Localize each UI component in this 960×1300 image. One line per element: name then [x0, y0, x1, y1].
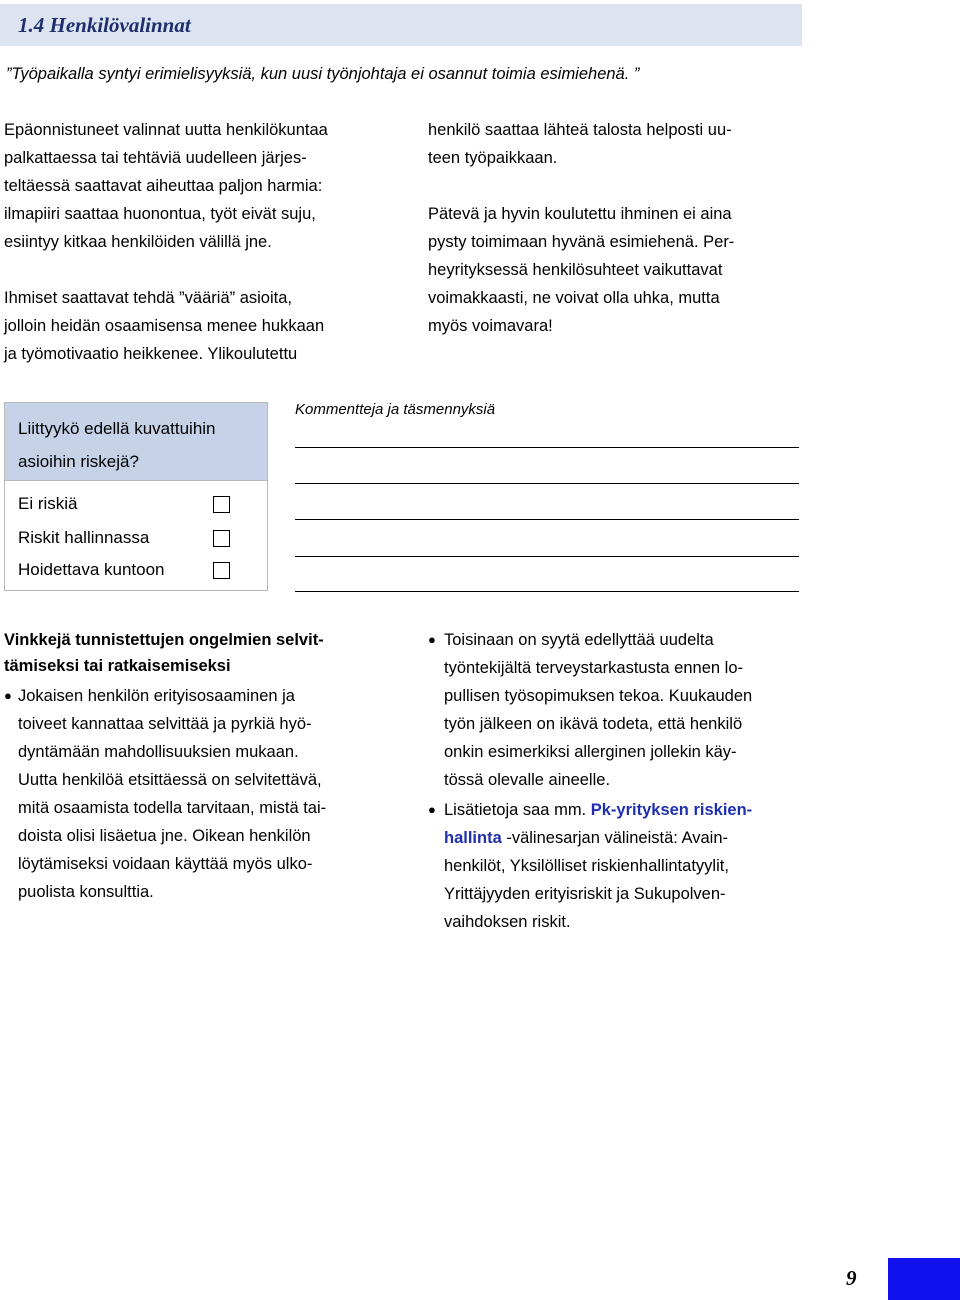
needs-fixing-checkbox[interactable] [213, 562, 230, 579]
comment-line[interactable] [295, 447, 799, 448]
tip-line: työn jälkeen on ikävä todeta, että henkilö [444, 715, 743, 733]
comment-line[interactable] [295, 556, 799, 557]
intro-right-line: myös voimavara! [428, 317, 553, 335]
intro-left-line: palkattaessa tai tehtäviä uudelleen järjes- [4, 149, 307, 167]
page-number: 9 [846, 1266, 857, 1290]
tip-line: Uutta henkilöä etsittäessä on selvitettävä, [18, 771, 322, 789]
tip-text: -välinesarjan välineistä: Avain- [501, 829, 728, 847]
risk-management-link[interactable]: hallinta [444, 829, 502, 847]
risks-managed-checkbox[interactable] [213, 530, 230, 547]
tip-line: työntekijältä terveystarkastusta ennen lo- [444, 659, 743, 677]
bullet-dot: ● [4, 688, 12, 703]
tip-line: Jokaisen henkilön erityisosaaminen ja [18, 687, 295, 705]
risk-assessment-box [4, 402, 268, 591]
tip-line: doista olisi lisäetua jne. Oikean henkilön [18, 827, 311, 845]
option-risks-managed-label: Riskit hallinnassa [18, 528, 150, 547]
tip-line: toiveet kannattaa selvittää ja pyrkiä hyö- [18, 715, 312, 733]
section-title: 1.4 Henkilövalinnat [0, 4, 802, 46]
tip-line: Toisinaan on syytä edellyttää uudelta [444, 631, 714, 649]
option-no-risk-label: Ei riskiä [18, 494, 78, 513]
bullet-dot: ● [428, 632, 436, 647]
tip-line: Yrittäjyyden erityisriskit ja Sukupolven- [444, 885, 726, 903]
tips-heading: Vinkkejä tunnistettujen ongelmien selvit- [4, 631, 324, 649]
tip-text: Lisätietoja saa mm. [444, 801, 591, 819]
option-needs-fixing-label: Hoidettava kuntoon [18, 560, 165, 579]
tip-line: puolista konsulttia. [18, 883, 154, 901]
intro-right-line: henkilö saattaa lähteä talosta helposti uu- [428, 121, 732, 139]
tip-line: onkin esimerkiksi allerginen jollekin käy- [444, 743, 737, 761]
intro-left-line: ilmapiiri saattaa huonontua, työt eivät suju, [4, 205, 316, 223]
no-risk-checkbox[interactable] [213, 496, 230, 513]
risk-question: asioihin riskejä? [18, 452, 139, 471]
risk-question: Liittyykö edellä kuvattuihin [18, 419, 216, 438]
intro-left-line: esiintyy kitkaa henkilöiden välillä jne. [4, 233, 272, 251]
intro-left-line: Epäonnistuneet valinnat uutta henkilökuntaa [4, 121, 328, 139]
tip-line: henkilöt, Yksilölliset riskienhallintatyylit, [444, 857, 729, 875]
tip-line: tössä olevalle aineelle. [444, 771, 611, 789]
intro-left-line: jolloin heidän osaamisensa menee hukkaan [4, 317, 325, 335]
tip-line: mitä osaamista todella tarvitaan, mistä tai- [18, 799, 327, 817]
comment-line[interactable] [295, 483, 799, 484]
tip-line [444, 800, 752, 820]
tip-line: dyntämään mahdollisuuksien mukaan. [18, 743, 299, 761]
tip-line [444, 828, 728, 848]
intro-right-line: heyrityksessä henkilösuhteet vaikuttavat [428, 261, 723, 279]
intro-left-line: Ihmiset saattavat tehdä ”vääriä” asioita, [4, 289, 292, 307]
tip-line: vaihdoksen riskit. [444, 913, 571, 931]
comment-line[interactable] [295, 591, 799, 592]
risk-management-link[interactable]: Pk-yrityksen riskien- [590, 801, 753, 819]
intro-right-line: pysty toimimaan hyvänä esimiehenä. Per- [428, 233, 735, 251]
intro-right-line: Pätevä ja hyvin koulutettu ihminen ei aina [428, 205, 732, 223]
tip-line: pullisen työsopimuksen tekoa. Kuukauden [444, 687, 753, 705]
intro-quote: ”Työpaikalla syntyi erimielisyyksiä, kun uusi työnjohtaja ei osannut toimia esimiehenä. ” [6, 65, 640, 83]
bullet-dot: ● [428, 802, 436, 817]
comment-line[interactable] [295, 519, 799, 520]
tip-line: löytämiseksi voidaan käyttää myös ulko- [18, 855, 313, 873]
comments-title: Kommentteja ja täsmennyksiä [295, 401, 496, 418]
tips-heading: tämiseksi tai ratkaisemiseksi [4, 657, 231, 675]
intro-right-line: voimakkaasti, ne voivat olla uhka, mutta [428, 289, 720, 307]
page-corner-block [888, 1258, 960, 1300]
intro-right-line: teen työpaikkaan. [428, 149, 558, 167]
intro-left-line: ja työmotivaatio heikkenee. Ylikoulutettu [4, 345, 298, 363]
risk-question-header [5, 403, 267, 481]
intro-left-line: teltäessä saattavat aiheuttaa paljon harmia: [4, 177, 323, 195]
